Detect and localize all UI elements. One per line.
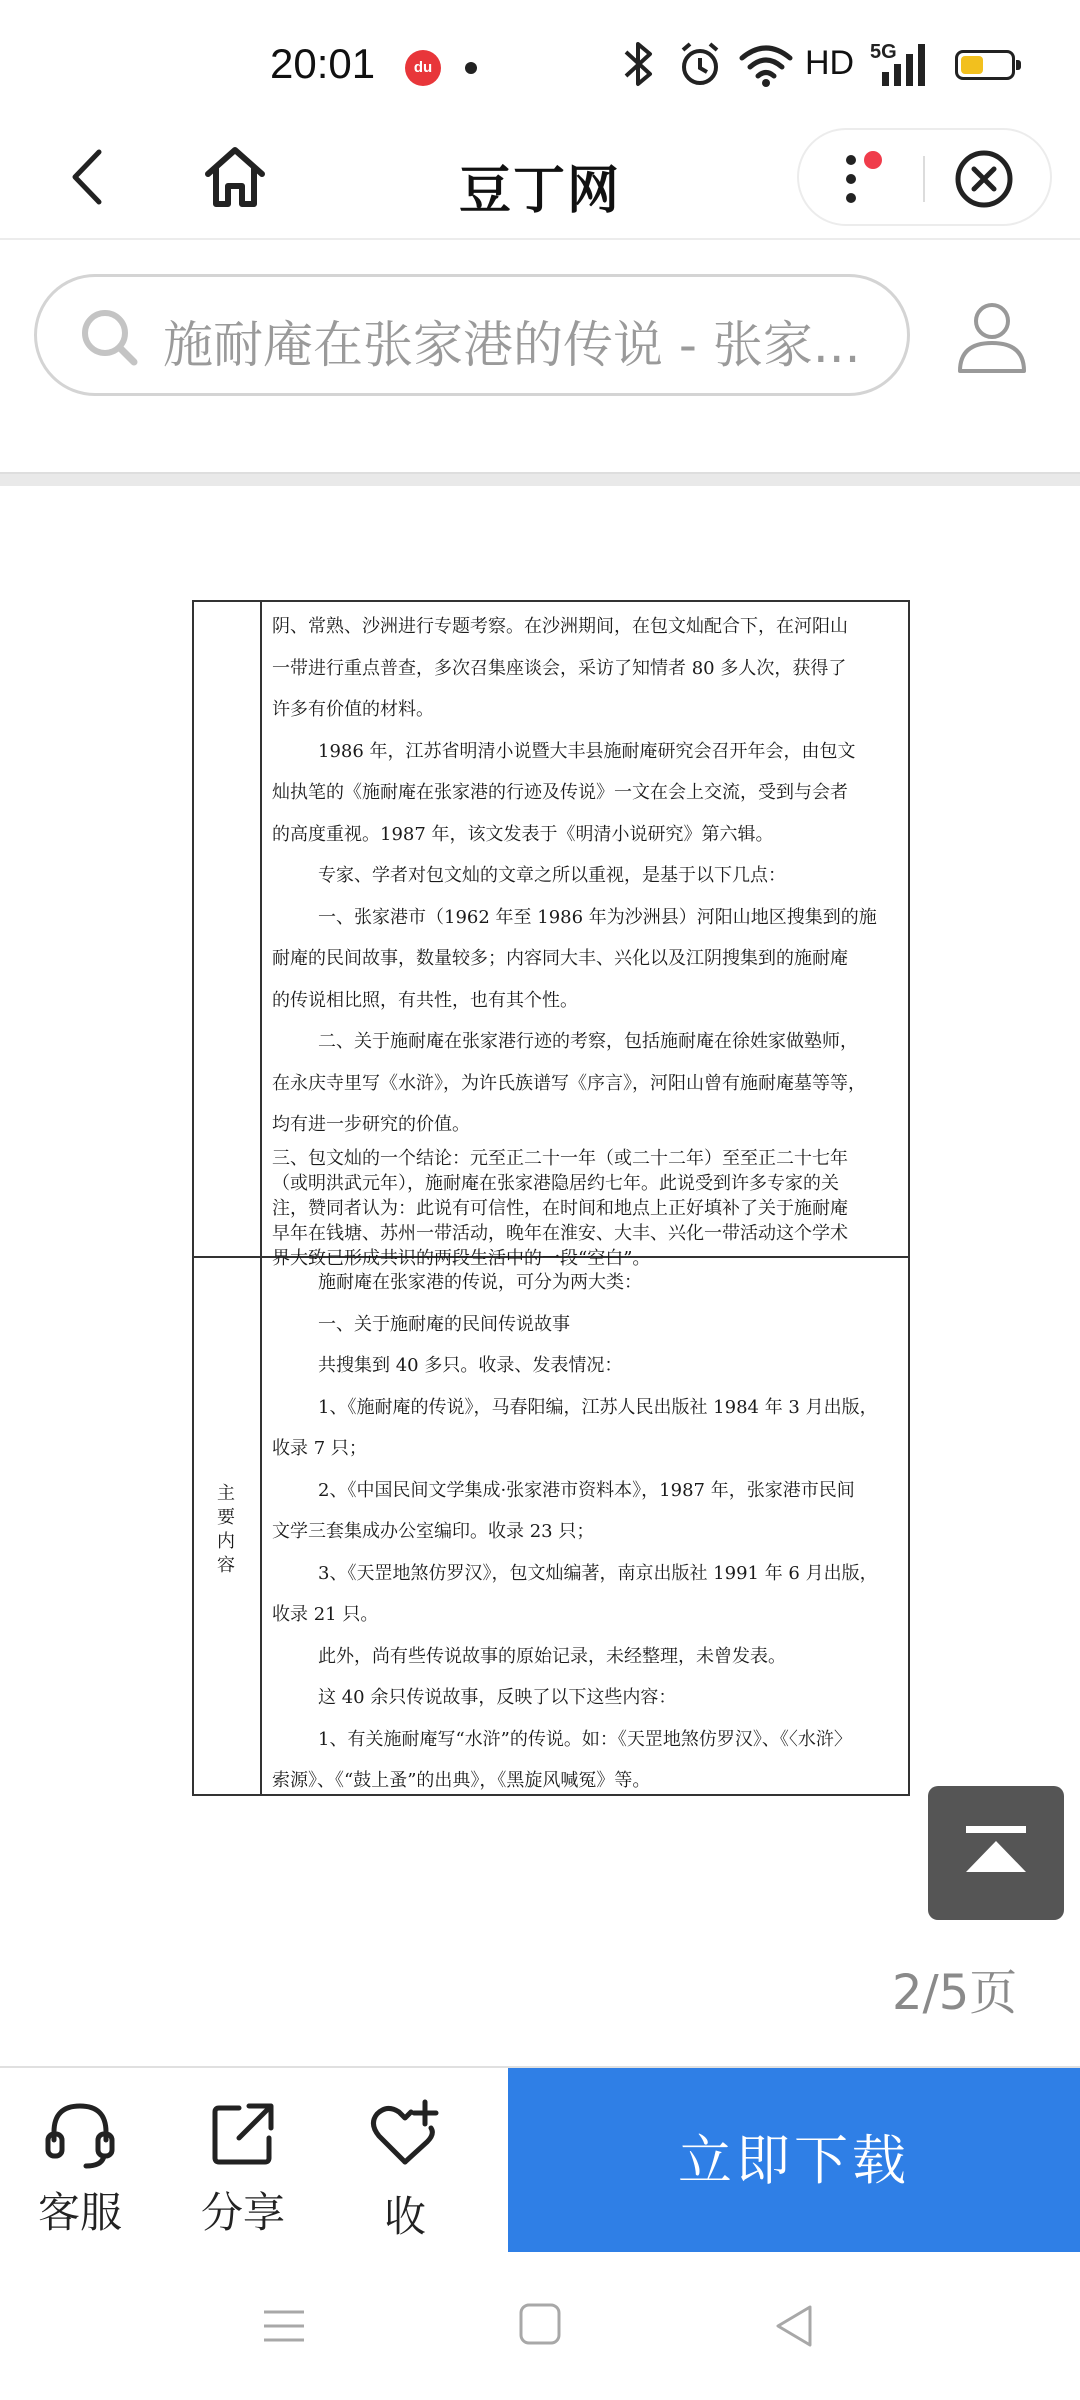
page-title: 豆丁网	[458, 161, 621, 221]
document-section-1	[272, 606, 902, 1271]
status-time: 20:01	[270, 40, 376, 87]
document-line: 的高度重视。1987 年，该文发表于《明清小说研究》第六辑。	[272, 823, 774, 845]
signal-icon	[870, 38, 934, 90]
document-line: 1、有关施耐庵写“水浒”的传说。如：《天罡地煞仿罗汉》、《〈水浒〉	[318, 1728, 852, 1750]
side-label-char: 要	[217, 1507, 235, 1528]
document-line: 1、《施耐庵的传说》，马春阳编，江苏人民出版社 1984 年 3 月出版，	[318, 1396, 878, 1418]
document-line: 一、张家港市（1962 年至 1986 年为沙洲县）河阳山地区搜集到的施	[318, 906, 877, 928]
side-label-char: 容	[217, 1555, 235, 1576]
square-home-icon[interactable]	[518, 2302, 562, 2346]
side-label-char: 内	[217, 1531, 235, 1552]
document-line: 阴、常熟、沙洲进行专题考察。在沙洲期间，在包文灿配合下，在河阳山	[272, 616, 848, 637]
share-icon	[203, 2094, 283, 2174]
document-line: 收录 7 只；	[272, 1438, 367, 1459]
document-line: 界大致已形成共识的两段生活中的一段“空白”。	[272, 1247, 651, 1269]
capsule-divider	[923, 156, 925, 202]
document-viewer[interactable]	[0, 486, 1080, 2066]
page-counter: 2/5页	[892, 1965, 1018, 2021]
collect-button[interactable]	[325, 2068, 485, 2254]
document-section-2	[272, 1262, 902, 1802]
network-type-label: 5G	[870, 41, 897, 63]
download-now-button[interactable]: 立即下载	[508, 2068, 1080, 2254]
more-icon[interactable]	[829, 148, 889, 210]
battery-level	[961, 56, 983, 74]
document-line: 3、《天罡地煞仿罗汉》，包文灿编著，南京出版社 1991 年 6 月出版，	[318, 1562, 878, 1584]
document-line: 均有进一步研究的价值。	[272, 1114, 470, 1135]
close-icon[interactable]	[953, 148, 1015, 210]
mini-program-capsule	[797, 128, 1052, 226]
system-navigation-bar	[0, 2252, 1080, 2400]
user-icon[interactable]	[952, 297, 1032, 377]
document-line: 此外，尚有些传说故事的原始记录，未经整理，未曾发表。	[318, 1645, 786, 1667]
scroll-to-top-button[interactable]	[928, 1786, 1064, 1920]
wifi-icon	[738, 42, 794, 88]
document-line: 文学三套集成办公室编印。收录 23 只；	[272, 1521, 595, 1542]
document-line: 一、关于施耐庵的民间传说故事	[318, 1313, 570, 1335]
notification-badge	[864, 151, 882, 169]
document-line: 的传说相比照，有共性，也有其个性。	[272, 989, 578, 1011]
document-line: 施耐庵在张家港的传说，可分为两大类：	[318, 1272, 642, 1293]
bottom-action-bar	[0, 2066, 1080, 2252]
scroll-to-top-icon	[928, 1786, 1064, 1920]
document-line: 二、关于施耐庵在张家港行迹的考察，包括施耐庵在徐姓家做塾师，	[318, 1031, 858, 1052]
document-line: 共搜集到 40 多只。收录、发表情况：	[318, 1355, 623, 1376]
status-indicators	[620, 38, 1080, 94]
share-button[interactable]	[163, 2068, 323, 2254]
battery-icon	[955, 50, 1015, 80]
document-page	[192, 600, 910, 1796]
document-line: 收录 21 只。	[272, 1604, 379, 1625]
document-line: 在永庆寺里写《水浒》，为许氏族谱写《序言》，河阳山曾有施耐庵墓等等，	[272, 1072, 866, 1094]
document-line: 许多有价值的材料。	[272, 699, 434, 720]
document-line: 注，赞同者认为：此说有可信性，在时间和地点上正好填补了关于施耐庵	[272, 1197, 848, 1219]
document-line: 耐庵的民间故事，数量较多；内容同大丰、兴化以及江阴搜集到的施耐庵	[272, 948, 848, 969]
status-bar	[0, 0, 1080, 120]
document-line: 三、包文灿的一个结论：元至正二十一年（或二十二年）至至正二十七年	[272, 1147, 848, 1169]
document-line: 专家、学者对包文灿的文章之所以重视，是基于以下几点：	[318, 865, 786, 886]
share-label: 分享	[200, 2188, 285, 2237]
side-label-char: 主	[217, 1483, 235, 1504]
document-line: 1986 年，江苏省明清小说暨大丰县施耐庵研究会召开年会，由包文	[318, 740, 856, 762]
collect-label: 收	[383, 2192, 426, 2241]
heart-plus-icon	[365, 2094, 445, 2174]
document-line: 索源》、《“鼓上蚤”的出典》，《黑旋风喊冤》等。	[272, 1770, 651, 1791]
search-row	[0, 242, 1080, 472]
alarm-icon	[675, 38, 725, 90]
navigation-bar	[0, 120, 1080, 240]
search-query-text: 施耐庵在张家港的传说 - 张家...	[163, 316, 861, 374]
document-line: 早年在钱塘、苏州一带活动，晚年在淮安、大丰、兴化一带活动这个学术	[272, 1222, 848, 1244]
menu-icon[interactable]	[262, 2304, 306, 2348]
document-line: （或明洪武元年），施耐庵在张家港隐居约七年。此说受到许多专家的关	[272, 1172, 839, 1194]
more-notifications-dot	[465, 62, 477, 74]
document-line: 一带进行重点普查，多次召集座谈会，采访了知情者 80 多人次，获得了	[272, 657, 847, 679]
triangle-back-icon[interactable]	[772, 2302, 816, 2350]
table-left-column	[194, 602, 262, 1794]
customer-service-label: 客服	[37, 2188, 122, 2237]
document-line: 这 40 余只传说故事，反映了以下这些内容：	[318, 1687, 677, 1708]
bluetooth-icon	[620, 38, 660, 90]
app-notification-icon: du	[405, 50, 441, 86]
hd-indicator: HD	[805, 44, 855, 82]
headset-icon	[40, 2094, 120, 2174]
search-icon	[77, 305, 141, 369]
document-line: 灿执笔的《施耐庵在张家港的行迹及传说》一文在会上交流，受到与会者	[272, 782, 848, 803]
document-line: 2、《中国民间文学集成·张家港市资料本》，1987 年，张家港市民间	[318, 1479, 855, 1501]
customer-service-button[interactable]	[0, 2068, 160, 2254]
side-label-main-content	[206, 1482, 246, 1578]
search-input[interactable]	[34, 274, 910, 396]
section-divider	[0, 472, 1080, 486]
